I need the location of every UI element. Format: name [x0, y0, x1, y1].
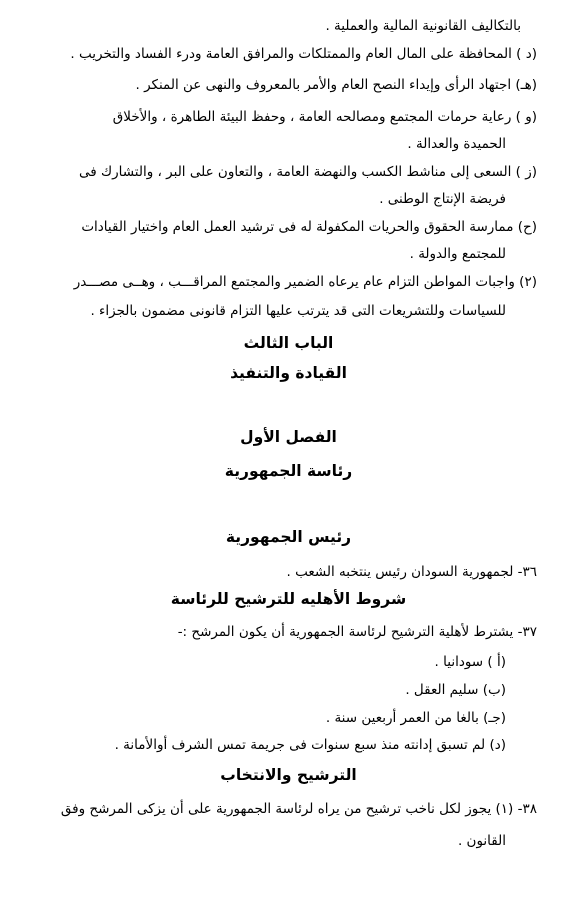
condition-item: (د) لم تسبق إدانته منذ سبع سنوات فى جريمة تمس الشرف أوالأمانة . [114, 737, 506, 753]
article-36: ٣٦- لجمهورية السودان رئيس ينتخبه الشعب . [286, 564, 537, 580]
chapter-subtitle: رئاسة الجمهورية [224, 462, 353, 480]
eligibility-heading: شروط الأهليه للترشيح للرئاسة [170, 590, 407, 608]
part-title: الباب الثالث [243, 334, 334, 352]
part-subtitle: القيادة والتنفيذ [230, 364, 347, 382]
text-line: (٢) واجبات المواطن التزام عام يرعاه الضمير والمجتمع المراقـــب ، وهــى مصـــدر [73, 274, 537, 290]
condition-item: (ب) سليم العقل . [405, 682, 506, 698]
article-38: ٣٨- (١) يجوز لكل ناخب ترشيح من يراه لرئاسة الجمهورية على أن يزكى المرشح وفق [60, 801, 537, 817]
text-line: (د ) المحافظة على المال العام والممتلكات والمرافق العامة ودرء الفساد والتخريب . [70, 46, 537, 62]
text-line: فريضة الإنتاج الوطنى . [379, 191, 506, 207]
condition-item: (أ ) سودانيا . [434, 654, 506, 670]
text-line: للسياسات وللتشريعات التى قد يترتب عليها التزام قانونى مضمون بالجزاء . [90, 303, 506, 319]
text-line: للمجتمع والدولة . [409, 246, 506, 262]
text-line: (هـ) اجتهاد الرأى وإيداء النصح العام والأمر بالمعروف والنهى عن المنكر . [135, 77, 537, 93]
text-line: (و ) رعاية حرمات المجتمع ومصالحه العامة ، وحفظ البيئة الطاهرة ، والأخلاق [112, 109, 537, 125]
nomination-heading: الترشيح والانتخاب [220, 766, 357, 784]
article-37: ٣٧- يشترط لأهلية الترشيح لرئاسة الجمهورية أن يكون المرشح :- [177, 624, 537, 640]
text-line: (ز ) السعى إلى مناشط الكسب والنهضة العامة ، والتعاون على البر ، والتشارك فى [78, 164, 537, 180]
text-line: (ح) ممارسة الحقوق والحريات المكفولة له فى ترشيد العمل العام واختيار القيادات [81, 219, 537, 235]
text-line: الحميدة والعدالة . [407, 136, 506, 152]
condition-item: (جـ) بالغا من العمر أربعين سنة . [325, 710, 506, 726]
section-title: رئيس الجمهورية [225, 528, 352, 546]
text-line: بالتكاليف القانونية المالية والعملية . [325, 18, 521, 34]
chapter-title: الفصل الأول [240, 428, 337, 446]
article-38-continued: القانون . [457, 833, 506, 849]
